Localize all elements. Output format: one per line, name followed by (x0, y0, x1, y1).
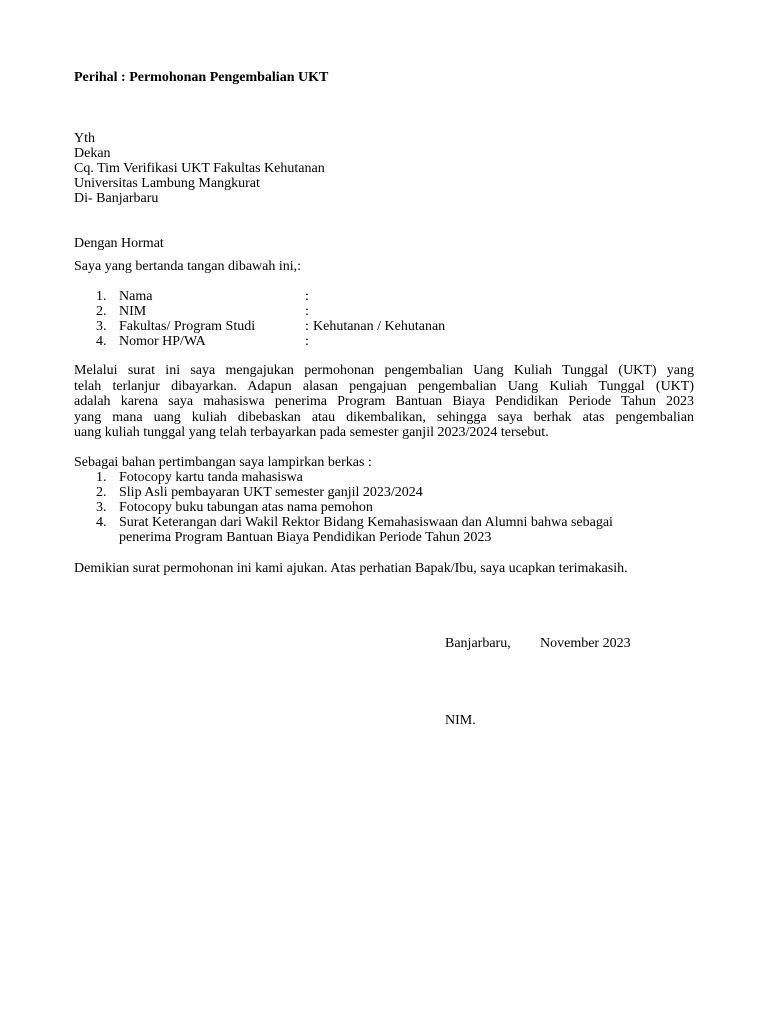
identity-colon: : (305, 319, 309, 334)
identity-label-faculty: Fakultas/ Program Studi (119, 319, 256, 334)
signature-nim: NIM. (445, 713, 476, 728)
recipient-line-city: Di- Banjarbaru (74, 191, 159, 206)
identity-num: 2. (96, 304, 107, 319)
body-line: uang kuliah tunggal yang telah terbayarkan pada semester ganjil 2023/2024 tersebut. (74, 425, 549, 440)
intro-text: Saya yang bertanda tangan dibawah ini,: (74, 259, 302, 274)
body-line: telah terlanjur dibayarkan. Adapun alasan pengajuan pengembalian Uang Kuliah Tunggal (UKT) (74, 378, 694, 394)
identity-label-name: Nama (119, 289, 153, 304)
attachment-num: 1. (96, 470, 107, 485)
attachments-intro: Sebagai bahan pertimbangan saya lampirkan berkas : (74, 455, 372, 470)
identity-value-faculty: Kehutanan / Kehutanan (313, 319, 446, 334)
signature-date: November 2023 (540, 636, 631, 651)
identity-num: 1. (96, 289, 107, 304)
identity-colon: : (305, 289, 309, 304)
identity-label-nim: NIM (119, 304, 147, 319)
attachment-item: Fotocopy buku tabungan atas nama pemohon (119, 500, 373, 515)
attachment-item-continuation: penerima Program Bantuan Biaya Pendidikan Periode Tahun 2023 (119, 530, 492, 545)
attachment-item: Fotocopy kartu tanda mahasiswa (119, 470, 303, 485)
recipient-line-team: Cq. Tim Verifikasi UKT Fakultas Kehutanan (74, 161, 325, 176)
identity-label-phone: Nomor HP/WA (119, 334, 206, 349)
subject-line: Perihal : Permohonan Pengembalian UKT (74, 70, 329, 85)
body-line: adalah karena saya mahasiswa penerima Program Bantuan Biaya Pendidikan Periode Tahun 2023 (74, 394, 694, 409)
body-line: Melalui surat ini saya mengajukan permohonan pengembalian Uang Kuliah Tunggal (UKT) yang (74, 363, 694, 378)
body-paragraph (74, 363, 694, 441)
salutation: Dengan Hormat (74, 236, 164, 251)
signature-place: Banjarbaru, (445, 636, 511, 651)
identity-colon: : (305, 304, 309, 319)
attachment-item: Slip Asli pembayaran UKT semester ganjil 2023/2024 (119, 485, 423, 500)
identity-num: 4. (96, 334, 107, 349)
identity-num: 3. (96, 319, 107, 334)
body-line: yang mana uang kuliah dibebaskan atau dikembalikan, sehingga saya berhak atas pengembalian (74, 409, 694, 425)
attachment-num: 4. (96, 515, 107, 530)
attachment-item: Surat Keterangan dari Wakil Rektor Bidang Kemahasiswaan dan Alumni bahwa sebagai (119, 515, 613, 530)
recipient-line-university: Universitas Lambung Mangkurat (74, 176, 260, 191)
recipient-line-dekan: Dekan (74, 146, 111, 161)
attachment-num: 2. (96, 485, 107, 500)
identity-colon: : (305, 334, 309, 349)
recipient-line-yth: Yth (74, 131, 95, 146)
attachment-num: 3. (96, 500, 107, 515)
closing-text: Demikian surat permohonan ini kami ajukan. Atas perhatian Bapak/Ibu, saya ucapkan terimakasih. (74, 561, 628, 576)
